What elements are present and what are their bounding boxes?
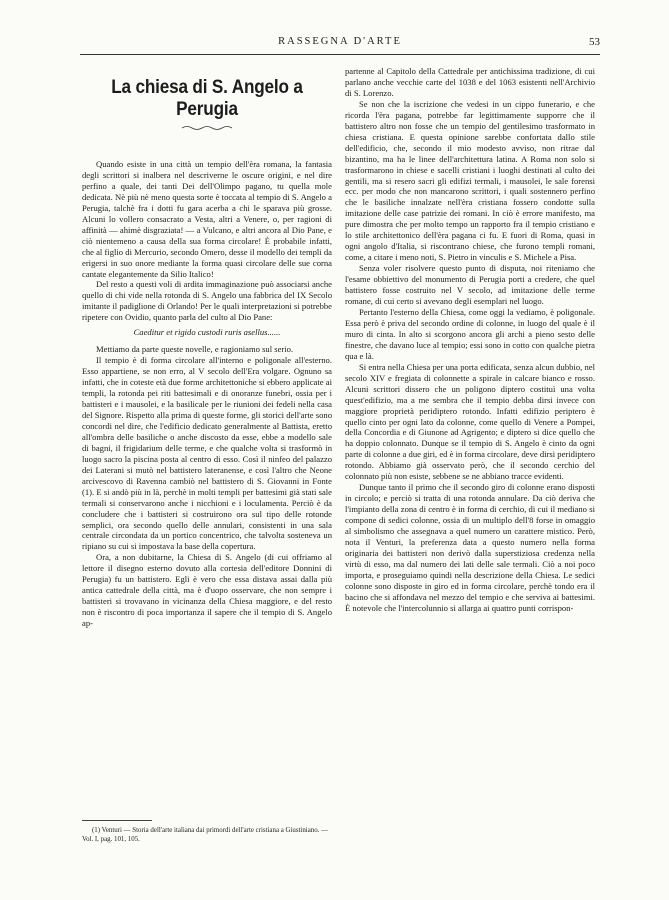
paragraph: Dunque tanto il primo che il secondo giro di colonne erano disposti in circolo; e perciò si tratta di una rotonda annulare. Da ciò deriva che l'impianto della zona di centro è in forma di cerchio, di cui il mediano si compone di sedici colonne, ossia di un multiplo dell'8 forse in omaggio al simbolismo che assegnava a quel numero un carattere mistico. Però, nota il Venturi, la preferenza data a questo numero nella forma originaria dei battisteri non derivò dalla superstiziosa credenza nella virtù di esso, ma dal numero dei lati delle sale termali. Ciò a noi poco importa, e proseguiamo quindi nella descrizione della Chiesa. Le sedici colonne sono disposte in giro ed in forma circolare, perchè tondo era il bacino che si affondava nel mezzo del tempio e che serviva ai battesimi. È notevole che l'intercolunnio si allarga ai quattro punti corrispon- <box>345 482 595 613</box>
paragraph: Mettiamo da parte queste novelle, e ragioniamo sul serio. <box>96 344 294 355</box>
header-rule <box>80 54 600 55</box>
paragraph: Il tempio è di forma circolare all'interno e poligonale all'esterno. Esso appartiene, se non erro, al V secolo dell'Era volgare. Ognuno sa infatti, che in coteste età due forme architettoniche si ebbero applicate ai templi, la rotonda pei riti battesimali e di onoranze funebri, ossia per i battisteri e i mausolei, e la basilicale per le riunioni dei fedeli nella casa del Signore. Rispetto alla prima di queste forme, gli storici dell'arte sono concordi nel dire, che l'edificio dedicato generalmente al Battista, eretto all'ombra delle basiliche o anche discosto da esse, ebbe a modello sale di bagni, il frigidarium delle terme, e che qualche volta si trasformò in luogo sacro la piscina posta al centro di esso. Così il ninfeo del palazzo dei Laterani si mutò nel battistero lateranense, e così l'altro che Neone arcivescovo di Ravenna cambiò nel battistero di S. Giovanni in Fonte (1). E si andò più in là, perchè in molti templi per battesimi già stati sale termali si conservarono anche i nicchioni e i loculamenta. Perciò è da concludere che i battisteri si costruirono ora sul tipo delle rotonde semplici, ora secondo quello delle annulari, consistenti in una sala centrale circondata da un portico concentrico, che talvolta sosteneva un ripiano su cui si impostava la base della copertura. <box>82 355 332 552</box>
paragraph: Quando esiste in una città un tempio dell'èra romana, la fantasia degli scrittori si inalbera nel descriverne le oscure origini, e nel dire perfino a quale, dei tanti Dei dell'Olimpo pagano, tu quella mole dedicata. Nè più nè meno questa sorte è toccata al tempio di S. Angelo a Perugia, talchè fra i dotti fu gara acerba a chi le sparava più grosse. Alcuni lo vollero consacrato a Vesta, altri a Venere, o, per ragioni di affinità — ahimè disgraziata! — a Vulcano, e altri ancora al Dio Pane, e ciò nientemeno a causa della sua forma circolare! È probabile infatti, che al figlio di Mercurio, secondo Omero, desse il modello dei templi da erigersi in suo onore mediante la forma quasi circolare delle sue corna cantate elegantemente da Silio Italico! <box>82 159 332 279</box>
page-number: 53 <box>589 36 600 48</box>
right-column <box>345 66 595 614</box>
paragraph: partenne al Capitolo della Cattedrale per antichissima tradizione, di cui parlano anche vecchie carte del 1038 e del 1063 esistenti nell'Archivio di S. Lorenzo. <box>345 66 595 98</box>
paragraph: Pertanto l'esterno della Chiesa, come oggi la vediamo, è poligonale. Essa però è priva del secondo ordine di colonne, in luogo del quale è il muro di cinta. In alto si scorgono ancora gli archi a pieno sesto delle finestre, che davano luce al tempio; essi sono in cotto con qualche pietra qua e là. <box>345 306 595 361</box>
article-title: La chiesa di S. Angelo a Perugia <box>111 76 303 120</box>
paragraph: Senza voler risolvere questo punto di disputa, noi riteniamo che l'esame obbiettivo del monumento di Perugia porti a credere, che quel battistero fosse costruito nel V secolo, ad imitazione delle terme romane, di cui certo si avevano degli esemplari nel luogo. <box>345 263 595 307</box>
paragraph: Si entra nella Chiesa per una porta edificata, senza alcun dubbio, nel secolo XIV e fregiata di colonnette a spirale in calcare bianco e rosso. Alcuni scrittori dissero che un poligono diptero costituì una volta quest'edifizio, ma a me sembra che il tempio debba dirsi invece con maggiore proprietà peridiptero rotondo. Infatti edifizio periptero è quello cinto per ogni lato da colonne, come quello di Venere a Pompei, della Concordia e di Giunone ad Agrigento; e diptero si dice quello che ha doppio colonnato. Dunque se il tempio di S. Angelo è cinto da ogni parte di colonne a due giri, ed è in forma circolare, deve dirsi peridiptero rotondo. Abbiamo già osservato però, che il secondo cerchio del colonnato più non esiste, sebbene se ne abbiano tracce evidenti. <box>345 361 595 482</box>
page-header <box>80 36 600 52</box>
title-ornament <box>181 125 233 131</box>
paragraph: Se non che la iscrizione che vedesi in un cippo funerario, e che ricorda l'èra pagana, potrebbe far legittimamente supporre che il battistero altro non fosse che un tempio del gentilesimo trasformato in chiesa cristiana. E questa opinione sarebbe confortata dallo stile dell'edificio, che, secondo il mio modesto avviso, non ritrae dal bizantino, ma ha le linee dell'architettura latina. A Roma non solo si trasformarono in chiese e sacelli cristiani i luoghi destinati al culto dei gentili, ma si resero sacri gli edifizi termali, i mausolei, le sale forensi ecc. per modo che non mancarono scrittori, i quali sostennero perfino che le basiliche innalzate nell'èra cristiana fossero condotte sulla imitazione delle case patrizie dei romani. In ciò è errore manifesto, ma pure dimostra che per molto tempo un rapporto fra il tempio cristiano e lo stile architettonico dell'èra pagana ci fu. E fuori di Roma, quasi in ogni angolo d'Italia, si riscontrano chiese, che furono templi romani, come, a citare i meno noti, S. Pietro in vinculis e S. Michele a Pisa. <box>345 98 595 263</box>
left-column <box>82 66 332 629</box>
paragraph: Del resto a questi voli di ardita immaginazione può associarsi anche quello di chi vide nella rotonda di S. Angelo una fabbrica del IX Secolo imitante il padiglione di Orlando! Per le quali interpretazioni si potrebbe ripetere con Ovidio, quanto parla del culto al Dio Pane: <box>82 279 332 323</box>
latin-quote: Caeditur et rigido custodi ruris asellus...... <box>133 327 281 338</box>
paragraph: Ora, a non dubitarne, la Chiesa di S. Angelo (di cui offriamo al lettore il disegno esterno dovuto alla cortesia dell'editore Donnini di Perugia) fu un battistero. Egli è vero che essa distava assai dalla più antica cattedrale della città, ma è d'uopo osservare, che non sempre i battisteri si trovavano in vicinanza della Chiesa maggiore, e del resto non è riscontro di poca importanza il sapere che il tempio di S. Angelo ap- <box>82 552 332 629</box>
footnote: (1) Venturi — Storia dell'arte italiana dai primordi dell'arte cristiana a Giustiniano. — Vol. I, pag. 101, 105. <box>82 827 328 843</box>
footnote-rule <box>82 820 152 821</box>
running-title: RASSEGNA D'ARTE <box>278 36 402 47</box>
